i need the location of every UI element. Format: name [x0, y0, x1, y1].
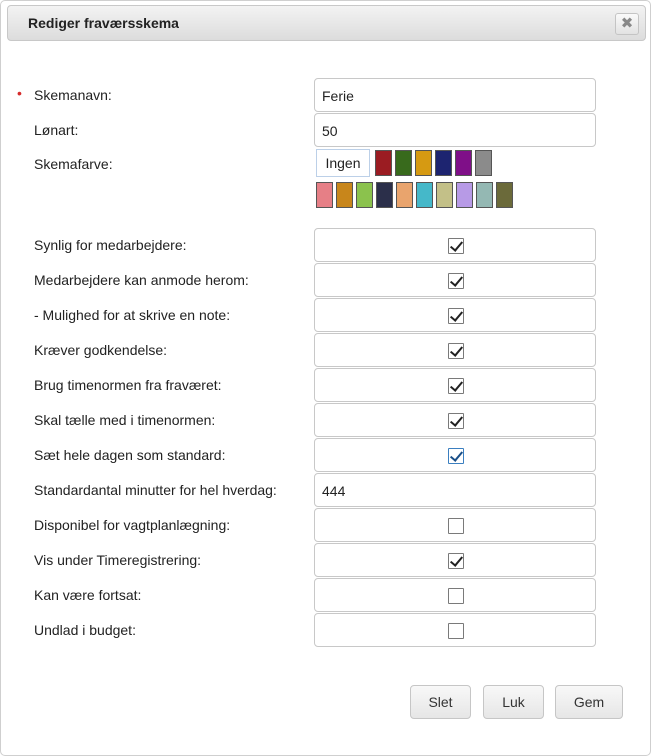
checkbox-field — [314, 263, 596, 297]
checkbox-field — [314, 543, 596, 577]
color-swatch[interactable] — [496, 182, 513, 208]
row-checkbox — [1, 613, 651, 647]
row-checkbox — [1, 508, 651, 542]
row-checkbox — [1, 403, 651, 437]
color-swatch[interactable] — [376, 182, 393, 208]
color-swatch[interactable] — [476, 182, 493, 208]
color-swatch[interactable] — [396, 182, 413, 208]
schema-name-label: Skemanavn: — [34, 87, 112, 103]
color-swatch[interactable] — [336, 182, 353, 208]
checkbox-unchecked[interactable] — [448, 588, 464, 604]
minutes-input[interactable] — [314, 473, 596, 507]
checkbox-field — [314, 508, 596, 542]
schema-color-label: Skemafarve: — [34, 156, 113, 172]
color-swatch[interactable] — [356, 182, 373, 208]
color-swatch[interactable] — [455, 150, 472, 176]
color-swatch[interactable] — [375, 150, 392, 176]
color-swatch[interactable] — [316, 182, 333, 208]
checkbox-field — [314, 368, 596, 402]
color-swatch[interactable] — [415, 150, 432, 176]
checkbox-field — [314, 228, 596, 262]
checkbox-label: Kræver godkendelse: — [34, 342, 168, 358]
row-checkbox — [1, 228, 651, 262]
row-checkbox — [1, 298, 651, 332]
checkbox-field — [314, 298, 596, 332]
color-none-option[interactable]: Ingen — [316, 149, 370, 177]
wage-type-input[interactable] — [314, 113, 596, 147]
color-swatch[interactable] — [435, 150, 452, 176]
schema-name-input[interactable] — [314, 78, 596, 112]
color-swatch[interactable] — [416, 182, 433, 208]
checkbox-field — [314, 613, 596, 647]
row-checkbox — [1, 543, 651, 577]
checkbox-unchecked[interactable] — [448, 518, 464, 534]
checkbox-label: Vis under Timeregistrering: — [34, 552, 202, 568]
checkbox-field — [314, 438, 596, 472]
checkbox-checked[interactable] — [448, 553, 464, 569]
checkbox-label: Undlad i budget: — [34, 622, 136, 638]
checkbox-label: Synlig for medarbejdere: — [34, 237, 187, 253]
row-checkbox — [1, 438, 651, 472]
row-checkbox — [1, 578, 651, 612]
row-checkbox — [1, 368, 651, 402]
checkbox-field — [314, 333, 596, 367]
checkbox-label: - Mulighed for at skrive en note: — [34, 307, 231, 323]
dialog-titlebar — [7, 5, 646, 41]
checkbox-checked[interactable] — [448, 448, 464, 464]
checkbox-label: Sæt hele dagen som standard: — [34, 447, 226, 463]
checkbox-label: Disponibel for vagtplanlægning: — [34, 517, 231, 533]
row-schema-name — [1, 78, 651, 112]
checkbox-unchecked[interactable] — [448, 623, 464, 639]
color-swatch[interactable] — [436, 182, 453, 208]
checkbox-checked[interactable] — [448, 238, 464, 254]
color-swatch[interactable] — [475, 150, 492, 176]
checkbox-field — [314, 403, 596, 437]
close-icon[interactable]: ✖ — [615, 13, 639, 35]
required-marker: • — [17, 85, 22, 101]
save-button[interactable]: Gem — [555, 685, 623, 719]
wage-type-label: Lønart: — [34, 122, 79, 138]
color-swatch[interactable] — [456, 182, 473, 208]
row-checkbox — [1, 333, 651, 367]
delete-button[interactable]: Slet — [410, 685, 471, 719]
dialog-title: Rediger fraværsskema — [28, 15, 179, 31]
checkbox-label: Brug timenormen fra fraværet: — [34, 377, 222, 393]
wage-type-value: 50 — [322, 123, 338, 139]
checkbox-checked[interactable] — [448, 343, 464, 359]
checkbox-label: Skal tælle med i timenormen: — [34, 412, 216, 428]
row-checkbox — [1, 263, 651, 297]
row-minutes — [1, 473, 651, 507]
checkbox-checked[interactable] — [448, 308, 464, 324]
checkbox-checked[interactable] — [448, 378, 464, 394]
checkbox-field — [314, 578, 596, 612]
minutes-label: Standardantal minutter for hel hverdag: — [34, 482, 277, 498]
checkbox-label: Medarbejdere kan anmode herom: — [34, 272, 249, 288]
checkbox-checked[interactable] — [448, 273, 464, 289]
close-button[interactable]: Luk — [483, 685, 544, 719]
row-wage-type — [1, 113, 651, 147]
minutes-value: 444 — [322, 483, 346, 499]
color-swatch[interactable] — [395, 150, 412, 176]
checkbox-label: Kan være fortsat: — [34, 587, 142, 603]
schema-name-value: Ferie — [322, 88, 354, 104]
checkbox-checked[interactable] — [448, 413, 464, 429]
